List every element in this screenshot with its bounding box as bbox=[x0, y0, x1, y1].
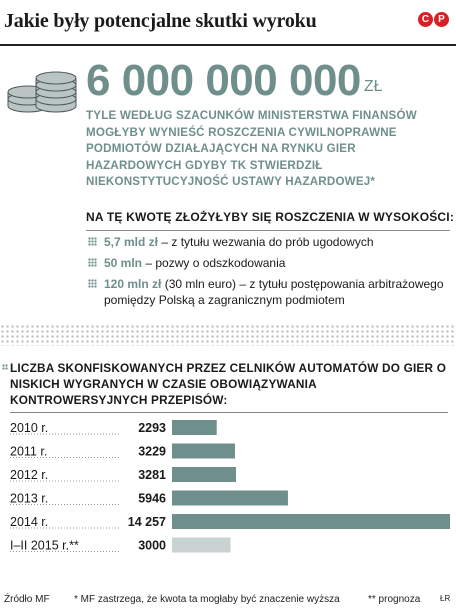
headline-amount-value: 6 000 000 000 bbox=[86, 56, 361, 105]
year-label: 2010 r. bbox=[10, 421, 49, 435]
bar-value-label: 5946 bbox=[138, 491, 166, 506]
claim-text: – pozwy o odszkodowania bbox=[142, 256, 286, 270]
year-label: I–II 2015 r.** bbox=[10, 538, 79, 553]
chart-title: LICZBA SKONFISKOWANYCH PRZEZ CELNIKÓW AUTOMATÓW DO GIER O NISKICH WYGRANYCH W CZASIE OBOWIĄZYWANIA KONTROWERSYJNYCH PRZEPISÓW: bbox=[10, 361, 447, 407]
bar bbox=[172, 467, 236, 482]
publisher-logo bbox=[418, 12, 449, 27]
claim-amount: 50 mln bbox=[104, 256, 143, 270]
year-label: 2011 r. bbox=[10, 444, 48, 459]
dot-grid-bullet-icon bbox=[88, 237, 97, 246]
dot-grid-bullet-icon bbox=[88, 279, 97, 288]
claim-item bbox=[86, 234, 452, 250]
bar bbox=[172, 444, 235, 459]
header bbox=[0, 0, 456, 48]
dotted-separator bbox=[0, 324, 456, 346]
claims-divider bbox=[86, 230, 450, 231]
bar bbox=[172, 514, 450, 529]
logo-letter-p: P bbox=[434, 12, 449, 27]
coin-stack-icon bbox=[4, 62, 78, 114]
headline-amount bbox=[86, 56, 383, 112]
footer bbox=[0, 594, 456, 608]
logo-letter-c: C bbox=[418, 12, 433, 27]
year-label: 2013 r. bbox=[10, 491, 49, 506]
claim-amount: 5,7 mld zł bbox=[104, 235, 159, 249]
source-note: Źródło MF bbox=[4, 594, 50, 605]
title-divider bbox=[0, 44, 456, 46]
chart-divider bbox=[10, 412, 448, 413]
headline-description: TYLE WEDŁUG SZACUNKÓW MINISTERSTWA FINANSÓW MOGŁYBY WYNIEŚĆ ROSZCZENIA CYWILNOPRAWNE PODMIOTÓW DZIAŁAJĄCYCH NA RYNKU GIER HAZARDOWYCH GDYBY TK STWIERDZIŁ NIEKONSTYTUCYJNOŚĆ USTAWY HAZARDOWEJ* bbox=[86, 109, 417, 189]
bar bbox=[172, 491, 288, 506]
claim-text: – z tytułu wezwania do prób ugodowych bbox=[158, 235, 374, 249]
bar-value-label: 3229 bbox=[138, 444, 166, 459]
bar-value-label: 2293 bbox=[138, 421, 166, 435]
bar-value-label: 14 257 bbox=[127, 515, 166, 529]
footnote-estimate: * MF zastrzega, że kwota ta mogłaby być znaczenie wyższa bbox=[74, 594, 340, 605]
year-label: 2012 r. bbox=[10, 468, 49, 482]
bar-forecast bbox=[172, 538, 230, 553]
dot-grid-bullet-icon bbox=[2, 364, 8, 370]
claim-item bbox=[86, 255, 452, 271]
author-initials: ŁR bbox=[440, 594, 451, 603]
bar bbox=[172, 420, 217, 435]
year-label: 2014 r. bbox=[10, 515, 49, 529]
claims-list bbox=[86, 234, 452, 313]
bar-value-label: 3000 bbox=[138, 538, 166, 553]
claims-heading: NA TĘ KWOTĘ ZŁOŻYŁYBY SIĘ ROSZCZENIA W WYSOKOŚCI: bbox=[86, 210, 455, 224]
bar-value-label: 3281 bbox=[138, 468, 166, 482]
page-title: Jakie były potencjalne skutki wyroku bbox=[4, 10, 317, 32]
footnote-forecast: ** prognoza bbox=[368, 594, 421, 605]
claim-amount: 120 mln zł bbox=[104, 277, 162, 291]
headline-amount-unit: ZŁ bbox=[363, 78, 383, 95]
confiscation-bar-chart bbox=[0, 414, 456, 562]
claim-text: (30 mln euro) – z tytułu postępowania arbitrażowego pomiędzy Polską a zagranicznym podmiotem bbox=[104, 277, 444, 307]
dot-grid-bullet-icon bbox=[88, 258, 97, 267]
claim-item bbox=[86, 276, 452, 308]
